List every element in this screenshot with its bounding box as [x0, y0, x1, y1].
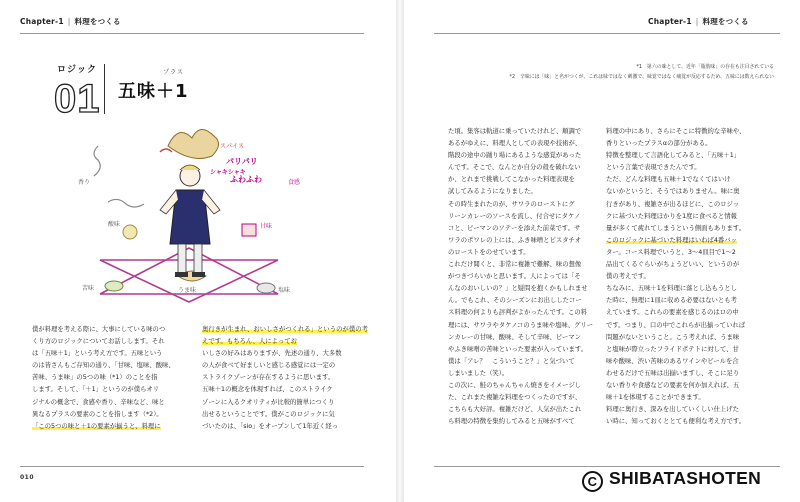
- footnote-2: *2 辛味には「味」と名がつくが、これは味ではなく刺激で、味覚ではなく痛覚が反応するため、五味には数えられない: [509, 74, 774, 80]
- left-text-column-1: [32, 324, 192, 433]
- text-line: リーンカレーのソースを流し、付合せにタケノ: [448, 212, 581, 220]
- label-sour: 酸味: [108, 221, 121, 228]
- text-line: のローストをのせています。: [448, 248, 530, 256]
- running-head-left: [20, 16, 121, 27]
- chef-right-leg: [194, 244, 202, 274]
- logic-label: ロジック: [56, 65, 97, 75]
- text-line: 料理に奥行き、深みを出していくしい仕上げた: [606, 406, 739, 414]
- text-line: ただ、どんな料理も五味＋1でなくてはいけ: [606, 176, 731, 184]
- text-line: ん。でもこれ、そのシーズンにお出ししたコー: [448, 297, 582, 305]
- text-line: 出せるということです。僕がこのロジックに気: [202, 410, 335, 418]
- text-line: [202, 324, 368, 348]
- section-title: 五味＋1: [118, 81, 189, 102]
- page-number: 010: [20, 474, 35, 481]
- text-line: わせるだけで五味は出揃いますし、そこに足り: [606, 369, 740, 377]
- heading-divider: [104, 64, 105, 114]
- text-line: です。つまり、口の中でこれらが出揃っていれば: [606, 321, 746, 329]
- running-head-right: [648, 16, 749, 27]
- text-line: のは皆さんもご存知の通り、「甘味、塩味、酸味、: [32, 362, 175, 370]
- highlighted-text: 「この5つの味と＋1の要素が揃うと、料理に: [32, 422, 161, 430]
- text-line: い時に、知っておくととても便利な考え方です。: [606, 418, 746, 426]
- footnote-1: *1 第六の味として、近年「脂肪味」の存在も注目されている: [636, 64, 774, 70]
- chili-object: [160, 149, 172, 152]
- text-line: その時生まれたのが、サワラのローストにグ: [448, 200, 575, 208]
- label-umami: うま味: [178, 287, 197, 294]
- logic-number: 01: [54, 77, 101, 121]
- text-line: クに基づいた料理ほかりを1度に食べると情報: [606, 212, 737, 220]
- text-line: これだけ聞くと、非常に複雑で難解、味の想像: [448, 261, 582, 269]
- text-line: 特徴を整理して言語化してみると、「五味＋1」: [606, 152, 741, 160]
- text-line: ちなみに、五味＋1を料理に落とし込もうとし: [606, 285, 737, 293]
- text-line: がつきづらいかと思います。人によっては「そ: [448, 273, 581, 281]
- text-line: た頃。集客は軌道に乗っていたけれど、順調で: [448, 128, 582, 135]
- text-line: 行きがあり、複雑さが出るほどに、このロジッ: [606, 200, 740, 208]
- text-line: 料理の中にあり、さらにそこに特徴的な辛味や、: [606, 128, 746, 135]
- sour-object: [123, 225, 137, 239]
- text-line: します。そして、「＋1」というのが僕らオリ: [32, 386, 160, 394]
- highlighted-text: このロジックに基づいた料理はいわば4番バッ: [606, 236, 737, 244]
- label-salty: 塩味: [278, 287, 291, 294]
- label-spice: スパイス: [220, 143, 244, 150]
- text-line: 五味＋1の概念を体現すれば、このストライク: [202, 386, 333, 394]
- sweet-object: [242, 224, 256, 236]
- copyright-mark: [582, 468, 761, 492]
- text-line: あるがゆえに、料理人としての表現や技術が、: [448, 140, 582, 148]
- text-line: コと、ピーマンのソテーを添えた前菜です。サ: [448, 224, 581, 232]
- text-line: た、これまた複雑な料理をつくったのですが、: [448, 394, 582, 402]
- book-gutter: [396, 0, 404, 502]
- text-line: えています。これらの要素を感じるのはロの中: [606, 309, 739, 317]
- text-line: 理には、サワラやタケノコのうま味や塩味、グリー: [448, 321, 594, 329]
- chapter-title: 料理をつくる: [702, 17, 749, 26]
- text-line: 香りといったプラスαの部分がある。: [606, 140, 712, 148]
- text-line: ゾーンに入るクオリティが比較的簡単につくり: [202, 398, 335, 406]
- text-line: 僕は「アレ？ こういうこと？」と気づいて: [448, 357, 575, 365]
- left-text-column-2: [202, 324, 368, 433]
- text-line: は「五味＋1」という考え方です。五味という: [32, 350, 163, 358]
- text-line: 僕の考えです。: [606, 273, 650, 281]
- text-line: ストライクゾーンが存在するように思います。: [202, 374, 335, 382]
- text-line: ないかというと、そうではありません。味に奥: [606, 188, 740, 196]
- text-line: この次に、鮭のちゃんちゃん焼きをイメージし: [448, 381, 582, 389]
- text-line: 僕が料理を考える際に、大事にしている味のつ: [32, 326, 166, 333]
- text-line: ス料理の何よりも評判がよかったんです。この料: [448, 309, 588, 317]
- chapter-title: 料理をつくる: [74, 17, 121, 26]
- text-line: の人が食べて好ましいと感じる感覚には一定の: [202, 362, 336, 370]
- chef-left-leg: [178, 244, 186, 274]
- text-line: 苦味、うま味」の5つの味（*1）のことを指: [32, 374, 158, 382]
- label-aroma: 香り: [78, 179, 91, 186]
- label-shakishaki: シャキシャキ: [210, 169, 246, 176]
- text-line: という言葉で表現できたんです。: [606, 164, 701, 172]
- salty-object: [257, 283, 275, 293]
- right-text-column-1: [448, 126, 614, 428]
- running-head-divider: |: [695, 17, 699, 26]
- header-rule: [20, 33, 364, 34]
- aroma-swirl-icon: [108, 199, 144, 207]
- text-line: か、とれまで挑戦してこなかった料理表現を: [448, 176, 575, 184]
- chef-right-shoe: [192, 272, 205, 277]
- text-line: 量が多くて疲れてしまうという側面もあります。: [606, 224, 746, 232]
- chapter-label: Chapter-1: [648, 17, 692, 26]
- text-line: やふき味噌の苦味といった要素が入っています。: [448, 345, 588, 353]
- text-line: と塩味が際立ったフライドポテトに対して、甘: [606, 345, 739, 353]
- label-texture: 食感: [288, 179, 301, 186]
- text-line: んです。そこで、なんとか自分の殻を破れない: [448, 164, 581, 172]
- text-line: 試してみるようになりました。: [448, 188, 537, 196]
- text-line: ター。コース料理でいうと、3～4皿目で1～2: [606, 248, 736, 256]
- chef-hair: [180, 165, 200, 170]
- highlighted-text: 奥行きが生まれ、おいしさがつくれる」というのが僕の考えです。もちろん、人によってお: [202, 326, 368, 346]
- label-fuwafuwa: ふわふわ: [230, 175, 262, 184]
- label-bitter: 苦味: [82, 285, 95, 292]
- text-line: 問題がないということ。こう考えれば、うま味: [606, 333, 740, 341]
- chef-illustration: [60, 112, 320, 312]
- footer-rule: [434, 466, 780, 467]
- text-line: 品出てくるぐらいがちょうどいい、というのが: [606, 261, 740, 269]
- text-line: ワラのポワレの上には、ふき味噌とピスタチオ: [448, 236, 582, 244]
- text-line: こちらも大好評。複雑だけど、人気が出たこれ: [448, 406, 582, 414]
- copyright-icon: C: [582, 471, 603, 492]
- logic-heading: [54, 62, 101, 119]
- text-line: 異なるプラスの要素のことを指します（*2）。: [32, 410, 163, 418]
- label-paripari: パリパリ: [226, 157, 258, 166]
- chapter-label: Chapter-1: [20, 17, 64, 26]
- text-line: ない香りや食感などの要素を何か加えれば、五: [606, 381, 740, 389]
- running-head-divider: |: [67, 17, 71, 26]
- text-line: 味や酸味、渋い苦味のあるワインやビールを合: [606, 357, 739, 365]
- text-line: くり方のロジックについてお話しします。それ: [32, 338, 165, 346]
- text-line: ジナルの概念で、食感や香り、辛味など、味と: [32, 398, 165, 406]
- text-line: 階段の途中の踊り場にあるような感覚があった: [448, 152, 582, 160]
- copyright-text: SHIBATASHOTEN: [609, 468, 762, 488]
- text-line: いしさの好みはありますが、先述の通り、大多数: [202, 350, 342, 358]
- chef-left-shoe: [175, 272, 188, 277]
- header-rule: [434, 33, 780, 34]
- footer-rule: [20, 466, 364, 467]
- title-ruby: プラス: [163, 69, 184, 76]
- section-title-wrap: [118, 69, 189, 103]
- spice-object: [168, 129, 219, 158]
- text-line: づいたのは、「sio」をオープンして1年近く経っ: [202, 422, 339, 430]
- text-line: た時に、無理に1皿に収める必要はないとも考: [606, 297, 737, 305]
- text-line: しまいました（笑）。: [448, 369, 509, 377]
- label-sweet: 甘味: [260, 223, 273, 230]
- text-line: 味＋1を体現することができます。: [606, 394, 705, 402]
- text-line: [606, 235, 778, 247]
- text-line: んなのおいしいの？」と疑問を抱くかもしれませ: [448, 285, 588, 293]
- bitter-object: [105, 281, 123, 291]
- text-line: ら料理の特徴を集約してみると五味がすべて: [448, 418, 575, 426]
- footnotes: [428, 62, 774, 82]
- text-line: ンカレーの甘味、酸味、そして辛味、ピーマン: [448, 333, 581, 341]
- text-line: [32, 421, 192, 433]
- left-page: [0, 0, 396, 502]
- aroma-swirl-icon: [94, 146, 100, 176]
- right-page: [404, 0, 800, 502]
- right-text-column-2: [606, 126, 778, 428]
